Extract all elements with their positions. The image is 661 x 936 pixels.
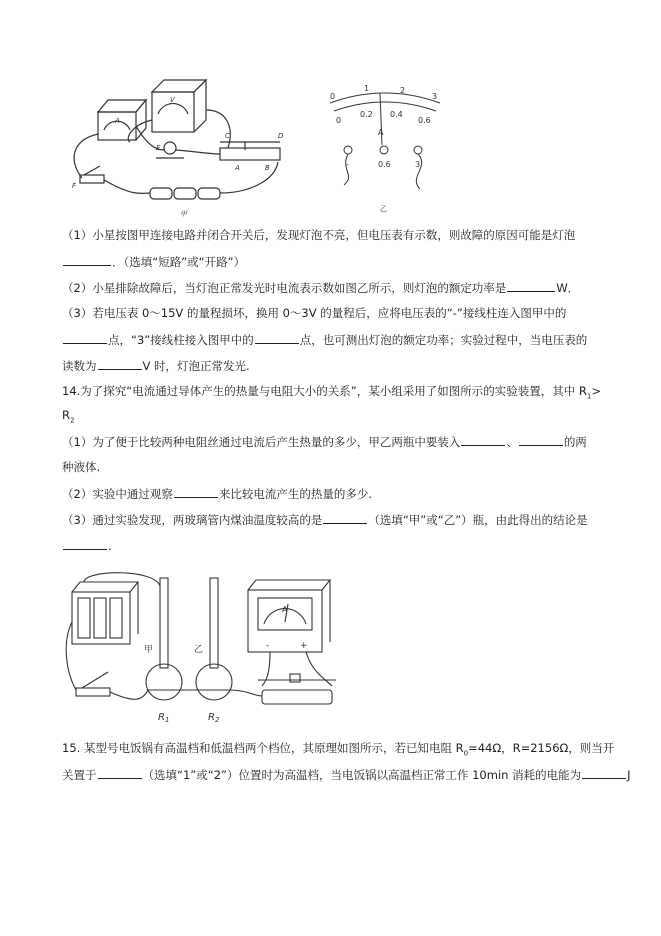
flask-label-yi: 乙 (194, 645, 204, 655)
q14-part3-line2: . (62, 537, 112, 554)
scale-top-3: 3 (432, 92, 438, 101)
answer-blank[interactable] (461, 433, 505, 446)
answer-blank[interactable] (174, 485, 218, 498)
answer-blank[interactable] (63, 537, 107, 550)
scale-bottom-1: 0.2 (360, 110, 373, 119)
joule-heating-apparatus (62, 562, 348, 726)
q13-part1-line1: （1）小星按图甲连接电路并闭合开关后，发现灯泡不亮，但电压表有示数，则故障的原因可能是灯泡 (62, 228, 576, 242)
terminal-label-a: A (235, 164, 240, 172)
q13-part2: （2）小星排除故障后，当灯泡正常发光时电流表示数如图乙所示，则灯泡的额定功率是 W． (62, 281, 580, 295)
terminal-minus: - (266, 641, 270, 651)
scale-bottom-0: 0 (336, 116, 342, 125)
figure-caption-yi: 乙 (380, 205, 387, 213)
answer-blank[interactable] (507, 279, 555, 292)
q14-title-line1: 14.为了探究“电流通过导体产生的热量与电阻大小的关系”，某小组采用了如图所示的实验装置，其中 $R_1>$ (62, 384, 601, 401)
q13-part3-line3: 读数为 V 时，灯泡正常发光. (62, 359, 250, 373)
q13-part3-line2: 点，“3”接线柱接入图甲中的 点，也可测出灯泡的额定功率；实验过程中，当电压表的 (62, 331, 587, 348)
q14-part1-line1: （1）为了便于比较两种电阻丝通过电流后产生热量的多少，甲乙两瓶中要装入 、 的两 (62, 435, 587, 449)
terminal-label-c: C (225, 132, 230, 140)
terminal-label-b: B (265, 164, 270, 172)
q14-part2: （2）实验中通过观察 来比较电流产生的热量的多少. (62, 487, 372, 501)
q15-line2: 关置于 （选填“1”或“2”）位置时为高温档，当电饭锅以高温档正常工作 10min 消耗的电能为 J (62, 768, 631, 782)
answer-blank[interactable] (519, 433, 563, 446)
answer-blank[interactable] (255, 331, 299, 344)
figure-caption-jia: 甲 (180, 210, 187, 218)
answer-blank[interactable] (98, 357, 142, 370)
scale-top-0: 0 (330, 92, 336, 101)
post-label-06: 0.6 (378, 160, 391, 169)
terminal-label-d: D (278, 132, 284, 140)
needle-label: A (378, 128, 384, 137)
terminal-plus: + (300, 641, 308, 651)
ammeter-label: A (282, 605, 288, 614)
answer-blank[interactable] (323, 511, 367, 524)
scale-top-2: 2 (400, 86, 406, 95)
ammeter-dial-yi (320, 85, 450, 215)
post-label-3: 3 (415, 160, 421, 169)
q15-line1: 15. 某型号电饭锅有高温档和低温档两个档位，其原理如图所示，若已知电阻 $R_0=44\Omega$，R=2156Ω，则当开 (62, 741, 615, 758)
resistor-label-r1: $R_1$ (158, 712, 170, 724)
scale-bottom-2: 0.4 (390, 110, 403, 119)
answer-blank[interactable] (63, 331, 107, 344)
ammeter-label: A (115, 117, 120, 125)
terminal-label-f: F (72, 182, 77, 190)
flask-label-jia: 甲 (144, 645, 154, 655)
q14-part3-line1: （3）通过实验发现，两玻璃管内煤油温度较高的是 （选填“甲”或“乙”）瓶，由此得出的结论是 (62, 513, 588, 527)
voltmeter-label: V (170, 96, 175, 104)
resistor-label-r2: $R_2$ (208, 712, 220, 724)
q14-title-line2: $R_2$ (62, 408, 75, 425)
answer-blank[interactable] (98, 766, 142, 779)
answer-blank[interactable] (582, 766, 626, 779)
answer-blank[interactable] (63, 253, 111, 266)
terminal-label-e: E (156, 144, 161, 152)
scale-bottom-3: 0.6 (418, 116, 431, 125)
scale-top-1: 1 (364, 85, 370, 93)
q13-part1-line2: ．（选填“短路”或“开路”） (62, 253, 245, 270)
circuit-figure-jia (60, 70, 300, 220)
q13-part3-line1: （3）若电压表 0～15V 的量程损坏，换用 0～3V 的量程后，应将电压表的“-”接线柱连入图甲中的 (62, 306, 567, 320)
q14-part1-line2: 种液体. (62, 460, 101, 474)
post-label-minus: - (346, 160, 349, 169)
